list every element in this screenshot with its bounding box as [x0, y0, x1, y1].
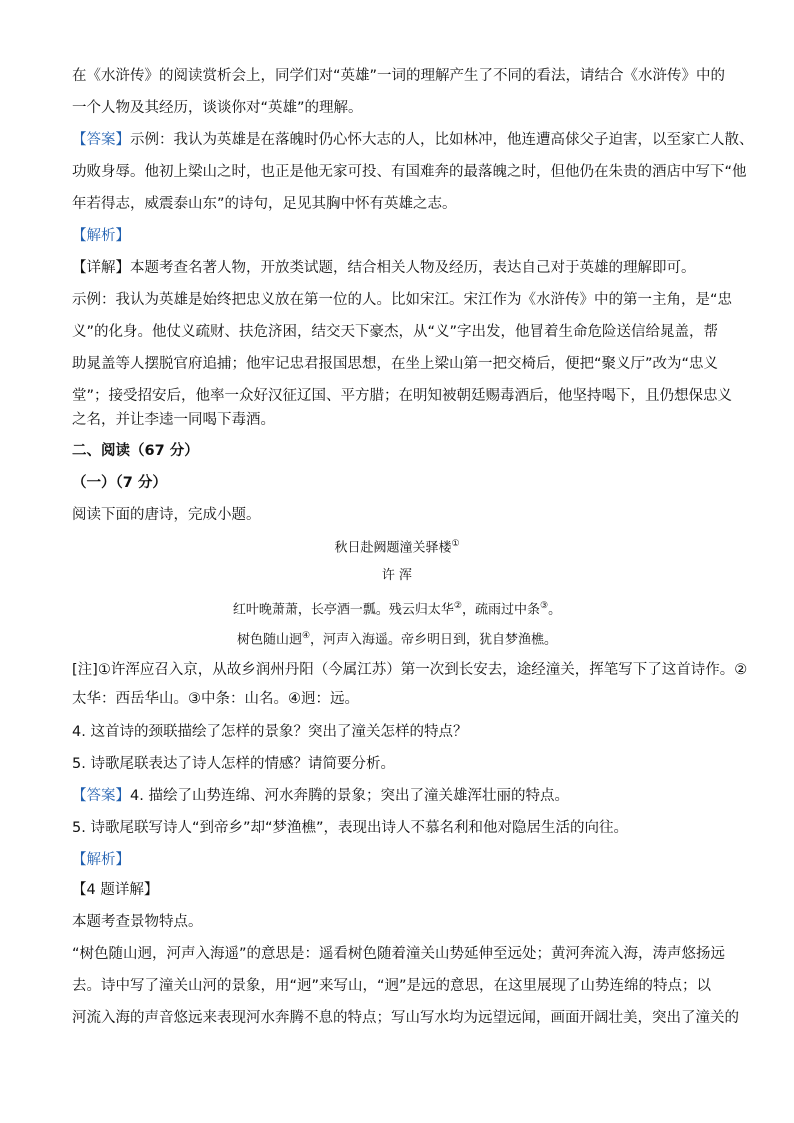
detail-tag: 【详解】 [72, 260, 130, 276]
answer-block [72, 130, 754, 150]
instruction-text: 阅读下面的唐诗，完成小题。 [72, 507, 261, 523]
detail-tag: 【4 题详解】 [72, 882, 159, 898]
analysis-tag: 【解析】 [72, 852, 130, 868]
detail-block [72, 258, 732, 278]
detail-text-line: 堂”；接受招安后，他率一众好汉征辽国、平方腊；在明知被朝廷赐毒酒后，他坚持喝下，且仍想保忠义 [72, 388, 733, 404]
detail-text-line: 之名，并让李逵一同喝下毒酒。 [72, 412, 275, 428]
section-heading: 二、阅读（67 分） [72, 443, 199, 459]
answer-text-line: 功败身辱。他初上梁山之时，也正是他无家可投、有国难奔的最落魄之时，但他仍在朱贵的酒店中写下“他 [72, 164, 747, 180]
answer-text-line: 5. 诗歌尾联写诗人“到帝乡”却“梦渔樵”，表现出诗人不慕名利和他对隐居生活的向往。 [72, 820, 628, 836]
detail-text-line: “树色随山迥，河声入海遥”的意思是：遥看树色随着潼关山势延伸至远处；黄河奔流入海，涛声悠扬远 [72, 946, 726, 962]
answer-text: 示例：我认为英雄是在落魄时仍心怀大志的人，比如林冲，他连遭高俅父子迫害，以至家亡人散、 [130, 132, 754, 148]
notes-line: 太华：西岳华山。③中条：山名。④迥：远。 [72, 691, 359, 707]
question-text-line: 在《水浒传》的阅读赏析会上，同学们对“英雄”一词的理解产生了不同的看法，请结合《水浒传》中的 [72, 68, 726, 84]
detail-text-line: 本题考查景物特点。 [72, 914, 203, 930]
poem-title: 秋日赴阙题潼关驿楼① [334, 539, 460, 556]
answer-tag: 【答案】 [72, 132, 130, 148]
poem-author: 许 浑 [381, 568, 413, 583]
answer-text: 4. 描绘了山势连绵、河水奔腾的景象；突出了潼关雄浑壮丽的特点。 [130, 788, 569, 804]
question-5: 5. 诗歌尾联表达了诗人怎样的情感？请简要分析。 [72, 756, 395, 772]
answer-text-line: 年若得志，威震泰山东”的诗句，足见其胸中怀有英雄之志。 [72, 196, 457, 212]
question-text-line: 一个人物及其经历，谈谈你对“英雄”的理解。 [72, 100, 363, 116]
analysis-tag: 【解析】 [72, 228, 130, 244]
poem-line: 树色随山迥④，河声入海遥。帝乡明日到，犹自梦渔樵。 [236, 631, 558, 648]
subsection-heading: （一）（7 分） [72, 475, 167, 491]
detail-text: 本题考查名著人物，开放类试题，结合相关人物及经历，表达自己对于英雄的理解即可。 [130, 260, 696, 276]
detail-text-line: 义”的化身。他仗义疏财、扶危济困，结交天下豪杰，从“义”字出发，他冒着生命危险送信给晁盖，帮 [72, 324, 719, 340]
question-4: 4. 这首诗的颈联描绘了怎样的景象？突出了潼关怎样的特点？ [72, 724, 468, 740]
detail-text-line: 示例：我认为英雄是始终把忠义放在第一位的人。比如宋江。宋江作为《水浒传》中的第一主角，是“忠 [72, 292, 733, 308]
answer-block [72, 786, 732, 806]
poem-line: 红叶晚萧萧，长亭酒一瓢。残云归太华②，疏雨过中条③。 [232, 601, 562, 618]
detail-text-line: 去。诗中写了潼关山河的景象，用“迥”来写山，“迥”是远的意思，在这里展现了山势连绵的特点；以 [72, 978, 712, 994]
detail-text-line: 河流入海的声音悠远来表现河水奔腾不息的特点；写山写水均为远望远闻，画面开阔壮美，突出了潼关的 [72, 1010, 739, 1026]
notes-line: [注]①许浑应召入京，从故乡润州丹阳（今属江苏）第一次到长安去，途经潼关，挥笔写下了这首诗作。② [72, 662, 748, 678]
answer-tag: 【答案】 [72, 788, 130, 804]
detail-text-line: 助晁盖等人摆脱官府追捕；他牢记忠君报国思想，在坐上梁山第一把交椅后，便把“聚义厅”改为“忠义 [72, 356, 719, 372]
